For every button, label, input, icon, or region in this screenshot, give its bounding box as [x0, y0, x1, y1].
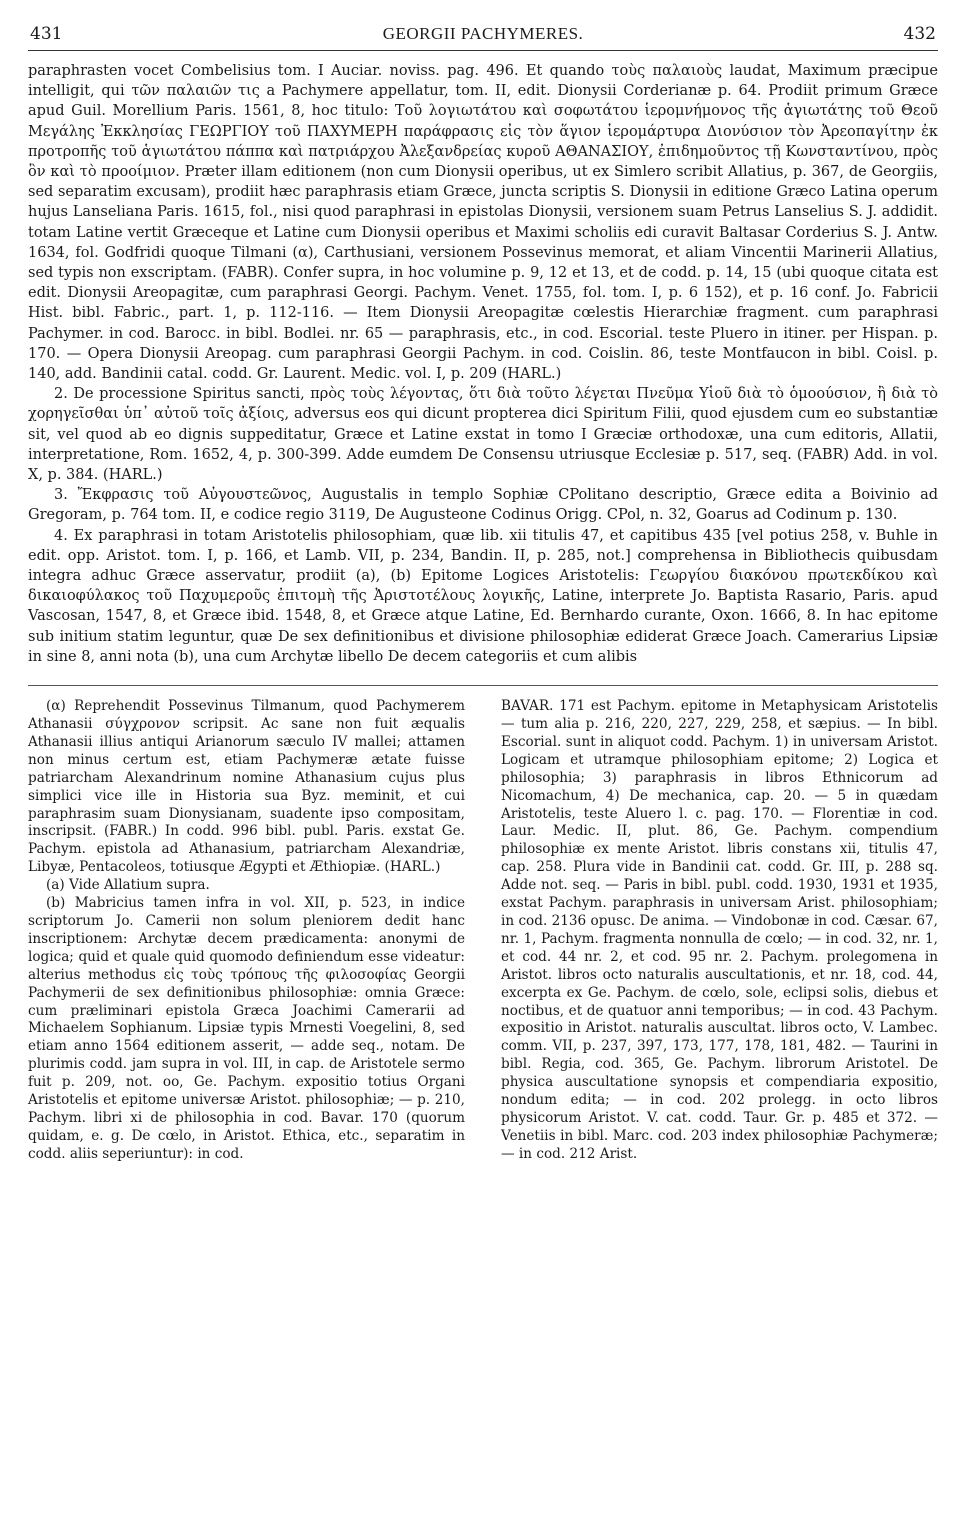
footnotes-right-column [501, 698, 938, 1164]
paragraph-item-2: 2. De processione Spiritus sancti, πρὸς τοὺς λέγοντας, ὅτι διὰ τοῦτο λέγεται Πνεῦμα Υἱοῦ διὰ τὸ ὁμοούσιον, ἢ διὰ τὸ χορηγεῖσθαι ὑπ᾽ αὐτοῦ τοῖς ἀξίοις, adversus eos qui dicunt propterea dici Spiritum Filii, quod ejusdem cum eo substantiæ sit, vel quod ab eo dignis suppeditatur, Græce et Latine exstat in tomo I Græciæ orthodoxæ, una cum editoris, Allatii, interpretatione, Rom. 1652, 4, p. 300-399. Adde eumdem De Consensu utriusque Ecclesiæ p. 517, seq. (FABR) Add. in vol. X, p. 384. (HARL.) [28, 386, 938, 484]
left-page-number: 431 [30, 24, 63, 44]
footnote-a: (a) Vide Allatium supra. [46, 877, 210, 894]
footnotes [28, 698, 938, 1164]
footnote-divider [28, 685, 938, 686]
page-header [28, 24, 938, 51]
footnotes-left-column [28, 698, 465, 1164]
paragraph-paraphrasis: paraphrasten vocet Combelisius tom. I Auciar. noviss. pag. 496. Et quando τοὺς παλαιοὺς laudat, Maximum præcipue intelligit, qui τῶν παλαιῶν τις a Pachymere appellatur, tom. II, edit. Dionysii Corderianæ p. 64. Prodiit primum Græce apud Guil. Morellium Paris. 1561, 8, hoc titulo: Τοῦ λογιωτάτου καὶ σοφωτάτου ἱερομνήμονος τῆς ἁγιωτάτης τοῦ Θεοῦ Μεγάλης Ἐκκλησίας ΓΕΩΡΓΙΟΥ τοῦ ΠΑΧΥΜΕΡΗ παράφρασις εἰς τὸν ἅγιον ἱερομάρτυρα Διονύσιον τὸν Ἀρεοπαγίτην ἐκ προτροπῆς τοῦ ἁγιωτάτου πάππα καὶ πατριάρχου Ἀλεξανδρείας κυροῦ ΑΘΑΝΑΣΙΟΥ, ἐπιδημοῦντος τῇ Κωνσταντίνου, πρὸς ὃν καὶ τὸ προοίμιον. Præter illam editionem (non cum Dionysii operibus, ut ex Simlero scribit Allatius, p. 367, de Georgiis, sed separatim excusam), prodiit hæc paraphrasis etiam Græce, juncta scriptis S. Dionysii in editione Græco Latina operum hujus Lanseliana Paris. 1615, fol., nisi quod paraphrasi in epistolas Dionysii, versionem suam Petrus Lanselius S. J. addidit. totam Latine vertit Græceque et Latine cum Dionysii operibus et Maximi scholiis edi curavit Baltasar Corderius S. J. Antw. 1634, fol. Godfridi quoque Tilmani (α), Carthusiani, versionem Possevinus memorat, et aliam Vincentii Marinerii Allatius, sed typis non exscriptam. (FABR). Confer supra, in hoc volumine p. 9, 12 et 13, et de codd. p. 14, 15 (ubi quoque citata est edit. Dionysii Areopagitæ, cum paraphrasi Georgi. Pachym. Venet. 1755, fol. tom. I, p. 6 152), et p. 16 conf. Jo. Fabricii Hist. bibl. Fabric., part. 1, p. 112-116. — Item Dionysii Areopagitæ cœlestis Hierarchiæ fragment. cum paraphrasi Pachymer. in cod. Barocc. in bibl. Bodlei. nr. 65 — paraphrasis, etc., in cod. Escorial. teste Pluero in itiner. per Hispan. p. 170. — Opera Dionysii Areopag. cum paraphrasi Georgii Pachym. in cod. Coislin. 86, teste Montfaucon in bibl. Coisl. p. 140, add. Bandinii catal. codd. Gr. Laurent. Medic. vol. I, p. 209 (HARL.) [28, 63, 938, 383]
page [28, 24, 938, 1164]
running-title: GEORGII PACHYMERES. [382, 24, 584, 43]
footnote-alpha: (α) Reprehendit Possevinus Tilmanum, quod Pachymerem Athanasii σύγχρονον scripsit. Ac sane non fuit æqualis Athanasii illius antiqui Arianorum sæculo IV mallei; attamen non minus certum est, etiam Pachymeræ ætate fuisse patriarcham Alexandrinum nomine Athanasium cujus plus simplici vice ille in Historia sua Byz. meminit, et cui paraphrasim suam Dionysianam, suadente ipso compositam, inscripsit. (FABR.) In codd. 996 bibl. publ. Paris. exstat Ge. Pachym. epistola ad Athanasium, patriarcham Alexandriæ, Libyæ, Pentacoleos, totiusque Ægypti et Æthiopiæ. (HARL.) [28, 698, 465, 876]
main-text [28, 61, 938, 667]
footnote-b: (b) Mabricius tamen infra in vol. XII, p. 523, in indice scriptorum Jo. Camerii non solum pleniorem dedit hanc inscriptionem: Archytæ decem prædicamenta: anonymi de logica; quid et quale quid quomodo definiendum esse videatur: alterius methodus εἰς τοὺς τρόπους τῆς φιλοσοφίας Georgii Pachymerii de sex definitionibus philosophiæ: omnia Græce: cum præliminari epistola Græca Joachimi Camerarii ad Michaelem Sophianum. Lipsiæ typis Mrnesti Voegelini, 8, sed etiam anno 1564 editionem asserit, — adde seq., notam. De plurimis codd. jam supra in vol. III, in cap. de Aristotele sermo fuit p. 209, not. oo, Ge. Pachym. expositio totius Organi Aristotelis et epitome universæ Aristot. philosophiæ; — p. 210, Pachym. libri xi de philosophia in cod. Bavar. 170 (quorum quidam, e. g. De cœlo, in Aristot. Ethica, etc., separatim in codd. aliis seperiuntur): in cod. [28, 895, 465, 1162]
footnote-continuation: BAVAR. 171 est Pachym. epitome in Metaphysicam Aristotelis — tum alia p. 216, 220, 227, 229, 258, et sæpius. — In bibl. Escorial. sunt in aliquot codd. Pachym. 1) in universam Aristot. Logicam et utramque philosophiam epitome; 2) Logica et philosophia; 3) paraphrasis in libros Ethnicorum ad Nicomachum, 4) De mechanica, cap. 20. — 5 in quædam Aristotelis, teste Aluero l. c. pag. 170. — Florentiæ in cod. Laur. Medic. II, plut. 86, Ge. Pachym. compendium philosophiæ ex mente Aristot. libris constans xii, titulis 47, cap. 258. Plura vide in Bandinii cat. codd. Gr. III, p. 288 sq. Adde not. seq. — Paris in bibl. publ. codd. 1930, 1931 et 1935, exstat Pachym. paraphrasis in universam Arist. philosophiam; in cod. 2136 opusc. De anima. — Vindobonæ in cod. Cæsar. 67, nr. 1, Pachym. fragmenta nonnulla de cœlo; — in cod. 32, nr. 1, et cod. 44 nr. 2, et cod. 95 nr. 2. Pachym. prolegomena in Aristot. libros octo naturalis auscultationis, et nr. 18, cod. 44, excerpta ex Ge. Pachym. de cœlo, sole, eclipsi solis, diebus et noctibus, et de quatuor anni temporibus; — in cod. 43 Pachym. expositio in Aristot. naturalis auscultat. libros octo, V. Lambec. comm. VII, p. 237, 397, 173, 177, 178, 181, 482. — Taurini in bibl. Regia, cod. 365, Ge. Pachym. librorum Aristotel. De physica auscultatione synopsis et compendiaria expositio, nondum edita; — in cod. 202 prolegg. in octo libros physicorum Aristot. V. cat. codd. Taur. Gr. p. 485 et 372. — Venetiis in bibl. Marc. cod. 203 index philosophiæ Pachymeræ; — in cod. 212 Arist. [501, 698, 938, 1162]
paragraph-item-4: 4. Ex paraphrasi in totam Aristotelis philosophiam, quæ lib. xii titulis 47, et capitibus 435 [vel potius 258, v. Buhle in edit. opp. Aristot. tom. I, p. 166, et Lamb. VII, p. 234, Bandin. II, p. 285, not.] comprehensa in Bibliothecis quibusdam integra adhuc Græce asservatur, prodiit (a), (b) Epitome Logices Aristotelis: Γεωργίου διακόνου πρωτεκδίκου καὶ δικαιοφύλακος τοῦ Παχυμεροῦς ἐπιτομὴ τῆς Ἀριστοτέλους λογικῆς, Latine, interprete Jo. Baptista Rasario, Paris. apud Vascosan, 1547, 8, et Græce ibid. 1548, 8, et Græce atque Latine, Ed. Bernhardo curante, Oxon. 1666, 8. In hac epitome sub initium statim leguntur, quæ De sex definitionibus et divisione philosophiæ ediderat Græce Joach. Camerarius Lipsiæ in sine 8, anni nota (b), una cum Archytæ libello De decem categoriis et cum alibis [28, 527, 938, 665]
right-page-number: 432 [903, 24, 936, 44]
paragraph-item-3: 3. Ἔκφρασις τοῦ Αὐγουστεῶνος, Augustalis in templo Sophiæ CPolitano descriptio, Græce edita a Boivinio ad Gregoram, p. 764 tom. II, e codice regio 3119, De Augusteone Codinus Origg. CPol, n. 32, Goarus ad Codinum p. 130. [28, 487, 938, 524]
